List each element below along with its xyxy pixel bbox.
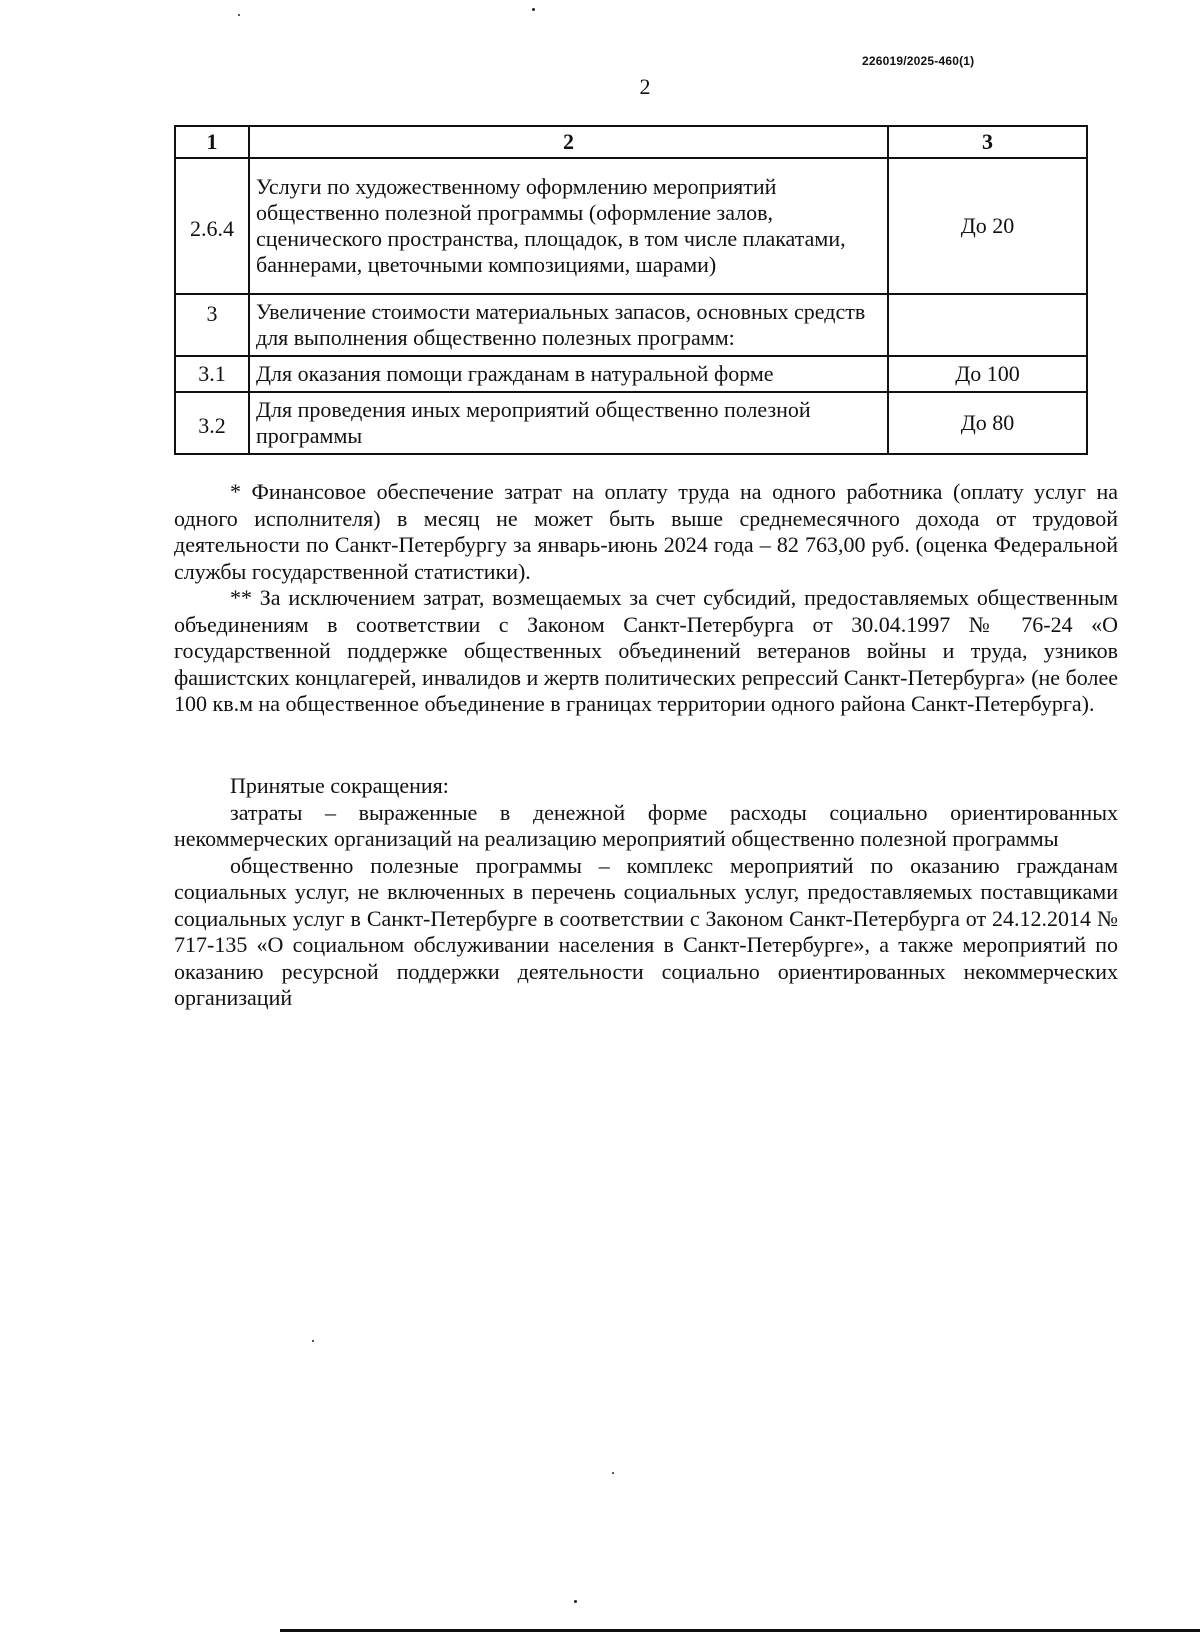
abbreviation-definition: затраты – выраженные в денежной форме расходы социально ориентированных некоммерческих организаций на реализацию мероприятий общественно полезной программы: [174, 799, 1118, 851]
document-registration-number: 226019/2025-460(1): [862, 54, 975, 68]
scan-speck: [532, 8, 535, 11]
row-number: 3.2: [175, 392, 249, 454]
column-header-3: 3: [888, 126, 1087, 158]
row-value: [888, 294, 1087, 356]
scan-speck: [574, 1600, 577, 1603]
row-description: Услуги по художественному оформлению мероприятий общественно полезной программы (оформление залов, сценического пространства, площадок, в том числе плакатами, баннерами, цветочными композициями, шарами): [249, 158, 888, 294]
row-description: Для оказания помощи гражданам в натуральной форме: [249, 356, 888, 392]
expense-norms-table: [174, 125, 1088, 455]
row-number: 2.6.4: [175, 158, 249, 294]
footnote-subsidy-exception: ** За исключением затрат, возмещаемых за счет субсидий, предоставляемых общественным объединениям в соответствии с Законом Санкт-Петербурга от 30.04.1997 № 76-24 «О государственной поддержке общественных объединений ветеранов войны и труда, узников фашистских концлагерей, инвалидов и жертв политических репрессий Санкт-Петербурга» (не более 100 кв.м на общественное объединение в границах территории одного района Санкт-Петербурга).: [174, 585, 1118, 716]
row-description: Для проведения иных мероприятий общественно полезной программы: [249, 392, 888, 454]
row-number: 3: [175, 294, 249, 356]
row-number: 3.1: [175, 356, 249, 392]
scan-speck: [612, 1472, 614, 1474]
abbreviations-title: Принятые сокращения:: [230, 773, 449, 798]
column-header-1: 1: [175, 126, 249, 158]
footnote-salary-limit: * Финансовое обеспечение затрат на оплату труда на одного работника (оплату услуг на одного исполнителя) в месяц не может быть выше среднемесячного дохода от трудовой деятельности по Санкт-Петербургу за январь-июнь 2024 года – 82 763,00 руб. (оценка Федеральной службы государственной статистики).: [174, 479, 1118, 584]
table-row: [175, 294, 1087, 356]
footnotes: [174, 479, 1118, 718]
row-value: До 100: [888, 356, 1087, 392]
scan-speck: [238, 14, 240, 16]
abbreviations-section: [174, 773, 1118, 1012]
abbreviation-definition: общественно полезные программы – комплекс мероприятий по оказанию гражданам социальных услуг, не включенных в перечень социальных услуг, предоставляемых поставщиками социальных услуг в Санкт-Петербурге в соответствии с Законом Санкт-Петербурга от 24.12.2014 № 717-135 «О социальном обслуживании населения в Санкт-Петербурге», а также мероприятий по оказанию ресурсной поддержки деятельности социально ориентированных некоммерческих организаций: [174, 852, 1118, 1010]
scan-speck: [312, 1340, 314, 1342]
row-value: До 80: [888, 392, 1087, 454]
table-row: [175, 392, 1087, 454]
page-number: 2: [639, 74, 651, 99]
table-header-row: [175, 126, 1087, 158]
row-value: До 20: [888, 158, 1087, 294]
row-description: Увеличение стоимости материальных запасов, основных средств для выполнения общественно полезных программ:: [249, 294, 888, 356]
table-row: [175, 356, 1087, 392]
column-header-2: 2: [249, 126, 888, 158]
table-row: [175, 158, 1087, 294]
